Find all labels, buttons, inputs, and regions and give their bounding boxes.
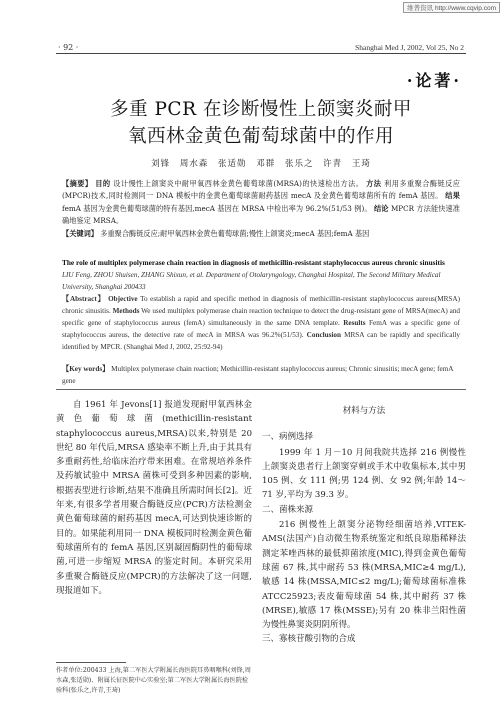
methods-heading: 材料与方法 [342, 406, 386, 416]
subheading-strain-source: 二、菌株来源 [262, 504, 314, 515]
result-label: 结果 [445, 191, 460, 201]
section-tag: ·论著· [406, 71, 462, 90]
title-line-1: 多重 PCR 在诊断慢性上颌窦炎耐甲 [110, 99, 412, 120]
conclusion-label: 结论 [374, 203, 389, 213]
article-title [56, 96, 466, 150]
result-text: femA 基因为金黄色葡萄球菌的特有基因,mecA 基因在 MRSA 中检出率为 96.2%(51/53 例)。 [62, 203, 372, 213]
en-result-text: FemA was a specific gene of staphylococcus aureus, the detective rate of mecA in MRSA was 96.2%(51/53). [62, 319, 461, 339]
objective-label: 目的 [95, 179, 111, 188]
abstract-label: 【摘要】 [62, 179, 93, 188]
method-text: 利用多重聚合酶链反应(MPCR)技术,同时检测同一 DNA 模板中的金黄色葡萄球菌耐药基因 mecA 及金黄色葡萄球菌所有的 femA 基因。 [62, 179, 460, 201]
case-selection-text: 1999 年 1 月－10 月间我院共选择 216 例慢性上颌窦炎患者行上颌窦穿刺或手术中收集标本,其中男 105 例、女 111 例;男 124 例、女 92 例;年龄 14～71 岁,平均为 39.3 岁。 [262, 447, 466, 501]
en-keywords-text: Multiplex polymerase chain reaction; Methicillin-resistant staphylococcus aureus; Chronic sinusitis; mecA gene; femA gene [62, 365, 454, 385]
en-conclusion-text: MRSA can be rapidly and specifically identified by MPCR. (Shanghai Med J, 2002, 25:92-94) [62, 331, 460, 351]
method-label: 方法 [366, 179, 382, 188]
english-title: The role of multiplex polymerase chain reaction in diagnosis of methicillin-resistant staphylococcus aureus chronic sinusitis [62, 258, 445, 267]
english-abstract [62, 293, 460, 353]
en-abstract-label: 【Abstract】 [62, 295, 106, 303]
methods-column [262, 398, 466, 648]
header-rule [56, 53, 466, 54]
keywords-label: 【关键词】 [62, 229, 98, 238]
author-affiliation-footnote: 作者单位:200433 上海,第二军医大学附属长海医院耳鼻咽喉科(刘锋,周水森,张适勋)、附属长征医院中心实验室;第二军医大学附属长海医院检验科(张乐之,许青,王琦) [56, 667, 251, 694]
subheading-primer-synthesis: 三、寡核苷酸引物的合成 [262, 634, 356, 645]
title-line-2: 氧西林金黄色葡萄球菌中的作用 [127, 126, 394, 147]
en-objective-label: Objective [108, 295, 138, 303]
journal-reference: Shanghai Med J, 2002, Vol 25, No 2 [355, 43, 464, 52]
page-number: · 92 · [58, 43, 79, 52]
chinese-keywords [62, 228, 460, 240]
en-method-text: We used multiplex polymerase chain reaction technique to detect the drug-resistant gene of MRSA(mecA) and specific gene of staphylococcus aureus (femA) simultaneously in the same DNA template. [62, 307, 461, 327]
chinese-abstract [62, 178, 460, 228]
en-keywords-label: 【Key words】 [62, 365, 110, 373]
en-method-label: Methods [112, 307, 140, 315]
subheading-case-selection: 一、病例选择 [262, 432, 314, 443]
abstract-divider [56, 389, 466, 390]
conclusion-text: MPCR 方法能快速准确地鉴定 MRSA。 [62, 203, 460, 226]
objective-text: 设计慢性上颌窦炎中耐甲氧西林金黄色葡萄球菌(MRSA)的快速检出方法。 [113, 179, 364, 188]
en-result-label: Results [343, 319, 366, 327]
footnote-rule [56, 662, 126, 663]
author-list: 刘锋 周水森 张适勋 邓群 张乐之 许青 王琦 [151, 159, 371, 169]
strain-source-text: 216 例慢性上颌窦分泌物经细菌培养,VITEK-AMS(法国产)自动微生物系统鉴定和纸良琼脂稀释法测定苯唑西林的最低抑菌浓度(MIC),得到金黄色葡萄球菌 67 株,其中耐药 53 株(MRSA,MIC≥4 mg/L),敏感 14 株(MSSA,MIC≤2 mg/L);葡萄球菌标准株 ATCC25923;表皮葡萄球菌 54 株,其中耐药 37 株(MRSE),敏感 17 株(MSSE);另有 20 株非兰阳性菌为慢性鼻窦炎阴阴所得。 [262, 520, 466, 631]
watermark: 维普资讯 http://www.cqvip.com [403, 2, 500, 13]
english-authors: LIU Feng, ZHOU Shuisen, ZHANG Shixun, et al. Department of Otolaryngology, Changhai Hospital, The Second Military Medical University, Shanghai 200433 [62, 271, 441, 291]
introduction-text: 自 1961 年 Jevons[1] 报道发现耐甲氧西林金黄色葡萄球菌(methicillin-resistant staphylococcus aureus,MRSA)以来,特别是 20 世纪 80 年代后,MRSA 感染率不断上升,由于其具有多重耐药性,给临床治疗带来困难。在常规培养条件及药敏试验中 MRSA 菌株可受到多种因素的影响,根据表型进行诊断,结果不准确且所需时间长[2]。近年来,有很多学者用聚合酶链反应(PCR)方法检测金黄色葡萄球菌的耐药基因 mecA,可达到快速诊断的目的。如果能利用同一 DNA 模板同时检测金黄色葡萄球菌所有的 femA 基因,区别凝固酶阴性的葡萄球菌,可进一步缩短 MRSA 的鉴定时间。本研究采用多重聚合酶链反应(MPCR)的方法解决了这一问题,现报道如下。 [56, 400, 252, 596]
en-conclusion-label: Conclusion [306, 331, 342, 339]
en-objective-text: To establish a rapid and specific method in diagnosis of methicillin-resistant staphylococcus aureus(MRSA) chronic sinusitis. [62, 295, 460, 315]
keywords-text: 多重聚合酶链反应;耐甲氧西林金黄色葡萄球菌;慢性上颌窦炎;mecA 基因;femA 基因 [100, 229, 370, 238]
english-keywords [62, 363, 460, 387]
